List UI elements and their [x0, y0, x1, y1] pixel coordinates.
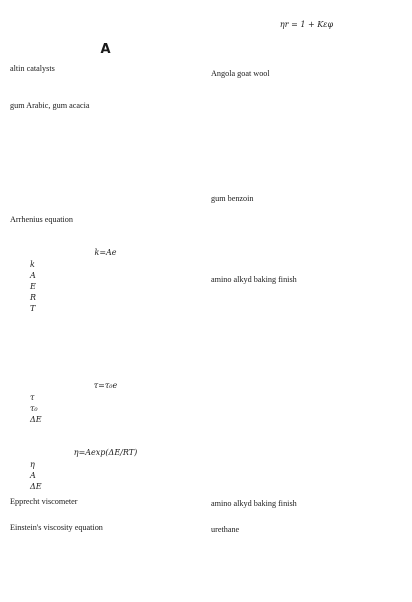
entry-text-line	[10, 85, 201, 96]
variable-description	[46, 414, 201, 425]
entry-text-line	[211, 167, 402, 178]
entry-text-line	[211, 156, 402, 167]
variable-definition	[10, 403, 201, 414]
variable-symbol: A	[30, 271, 36, 280]
variable-symbol: ΔE	[30, 482, 42, 491]
entry-head	[211, 68, 402, 79]
entry-text-line	[211, 362, 402, 373]
entry-english: urethane	[211, 525, 240, 534]
entry-english: amino alkyd baking finish	[211, 499, 297, 508]
entry-gum-benzoin	[211, 193, 402, 270]
entry-text-line	[211, 340, 402, 351]
variable-description	[46, 292, 201, 303]
entry-text-line	[211, 535, 402, 546]
variable-definition	[10, 259, 201, 270]
entry-text-line	[211, 395, 402, 406]
entry-text-line	[211, 259, 402, 270]
variable-description	[46, 470, 201, 481]
equation: k=Ae	[94, 248, 117, 257]
left-column	[10, 8, 201, 592]
entry-altin-catalysts	[10, 63, 201, 96]
equation: η=Aexp(ΔE/RT)	[73, 448, 138, 457]
entry-text-line	[211, 351, 402, 362]
entry-english: Arrhenius equation	[10, 215, 73, 224]
entry-head	[10, 63, 201, 74]
entry-amino-alkyd-baking-finish	[211, 274, 402, 494]
entry-text-line	[211, 134, 402, 145]
variable-description	[46, 481, 201, 492]
entry-english: Epprecht viscometer	[10, 497, 78, 506]
entry-gum-arabic	[10, 100, 201, 210]
entry-amino-alkyd-baking-finish-alt	[211, 498, 402, 520]
entry-text-line	[10, 74, 201, 85]
variable-symbol: τ₀	[30, 404, 38, 413]
entry-text-line	[10, 111, 201, 122]
entry-text-line	[211, 237, 402, 248]
entry-text-line	[211, 483, 402, 494]
entry-text-line	[211, 439, 402, 450]
entry-text-line	[10, 177, 201, 188]
entry-text-line	[10, 533, 201, 544]
entry-english: altin catalysts	[10, 64, 55, 73]
entry-text-line	[211, 417, 402, 428]
entry-text-line	[211, 8, 402, 19]
entry-text-line	[211, 428, 402, 439]
entry-urethane	[211, 524, 402, 557]
entry-text-line	[211, 226, 402, 237]
variable-symbol: T	[30, 304, 36, 313]
variable-symbol: E	[30, 282, 36, 291]
entry-text-line	[211, 509, 402, 520]
variable-definition	[10, 481, 201, 492]
variable-definition	[10, 281, 201, 292]
entry-text-line	[211, 90, 402, 101]
entry-english: amino alkyd baking finish	[211, 275, 297, 284]
entry-text-line	[211, 112, 402, 123]
entry-einstein-viscosity-equation	[10, 522, 201, 544]
variable-definition	[10, 392, 201, 403]
variable-list-label	[10, 459, 30, 470]
entry-text-line	[211, 204, 402, 215]
variable-definition	[10, 303, 201, 314]
entry-text-line	[10, 347, 201, 358]
entry-text-line	[211, 329, 402, 340]
entry-text-line	[211, 318, 402, 329]
entry-text-line	[211, 42, 402, 53]
entry-head	[211, 524, 402, 535]
entry-head	[10, 214, 201, 225]
entry-text-line	[211, 296, 402, 307]
variable-description	[46, 303, 201, 314]
entry-text-line	[10, 325, 201, 336]
variable-definition	[10, 470, 201, 481]
variable-description	[46, 392, 201, 403]
entry-english: gum Arabic, gum acacia	[10, 101, 90, 110]
entry-text-line	[10, 358, 201, 369]
entry-text-line	[211, 178, 402, 189]
entry-text-line	[10, 507, 201, 518]
entry-text-line	[211, 215, 402, 226]
entry-text-line	[211, 373, 402, 384]
variable-definition	[10, 459, 201, 470]
variable-definition	[10, 270, 201, 281]
variable-description	[46, 459, 201, 470]
entry-text-line	[211, 384, 402, 395]
entry-text-line	[10, 199, 201, 210]
entry-angola-goat-wool	[211, 68, 402, 189]
entry-text-line	[211, 79, 402, 90]
entry-text-line	[10, 314, 201, 325]
entry-text-line	[211, 450, 402, 461]
entry-text-line	[211, 285, 402, 296]
two-column-layout	[10, 8, 402, 592]
equation: τ=τ₀e	[93, 381, 118, 390]
entry-text-line	[10, 369, 201, 380]
entry-text-line	[10, 144, 201, 155]
entry-head	[10, 522, 201, 533]
entry-text-line	[10, 133, 201, 144]
entry-text-line	[10, 225, 201, 236]
entry-text-line	[211, 307, 402, 318]
entry-text-line	[211, 546, 402, 557]
entry-text-line	[211, 123, 402, 134]
variable-symbol: η	[30, 460, 35, 469]
entry-english: gum benzoin	[211, 194, 254, 203]
entry-text-line	[10, 236, 201, 247]
variable-symbol: R	[30, 293, 37, 302]
variable-list-label	[10, 392, 30, 403]
variable-description	[46, 259, 201, 270]
entry-text-line	[211, 53, 402, 64]
entry-text-line	[10, 122, 201, 133]
variable-description	[46, 270, 201, 281]
variable-description	[46, 281, 201, 292]
right-column	[211, 8, 402, 592]
entry-epprecht-viscometer	[10, 496, 201, 518]
entry-english: Einstein's viscosity equation	[10, 523, 103, 532]
variable-symbol: τ	[30, 393, 35, 402]
variable-definition	[10, 414, 201, 425]
entry-text-line	[10, 188, 201, 199]
variable-definition	[10, 292, 201, 303]
variable-description	[46, 403, 201, 414]
entry-head	[211, 498, 402, 509]
entry-text-line	[211, 248, 402, 259]
entry-head	[211, 193, 402, 204]
entry-head	[10, 496, 201, 507]
variable-symbol: ΔE	[30, 415, 42, 424]
entry-text-line	[10, 336, 201, 347]
entry-head	[211, 274, 402, 285]
entry-english: Angola goat wool	[211, 69, 270, 78]
entry-text-line	[211, 472, 402, 483]
entry-continuation	[211, 8, 402, 64]
entry-text-line	[211, 461, 402, 472]
variable-symbol: k	[30, 260, 35, 269]
entry-text-line	[211, 145, 402, 156]
entry-text-line	[211, 31, 402, 42]
entry-text-line	[211, 406, 402, 417]
entry-text-line	[10, 155, 201, 166]
variable-symbol: A	[30, 471, 36, 480]
entry-text-line	[10, 436, 201, 447]
equation: ηr = 1 + Kεφ	[279, 20, 334, 29]
entry-text-line	[10, 166, 201, 177]
section-letter: A	[100, 42, 111, 57]
variable-list-label	[10, 259, 30, 270]
entry-text-line	[211, 101, 402, 112]
entry-text-line	[10, 425, 201, 436]
entry-head	[10, 100, 201, 111]
entry-arrhenius-equation	[10, 214, 201, 492]
